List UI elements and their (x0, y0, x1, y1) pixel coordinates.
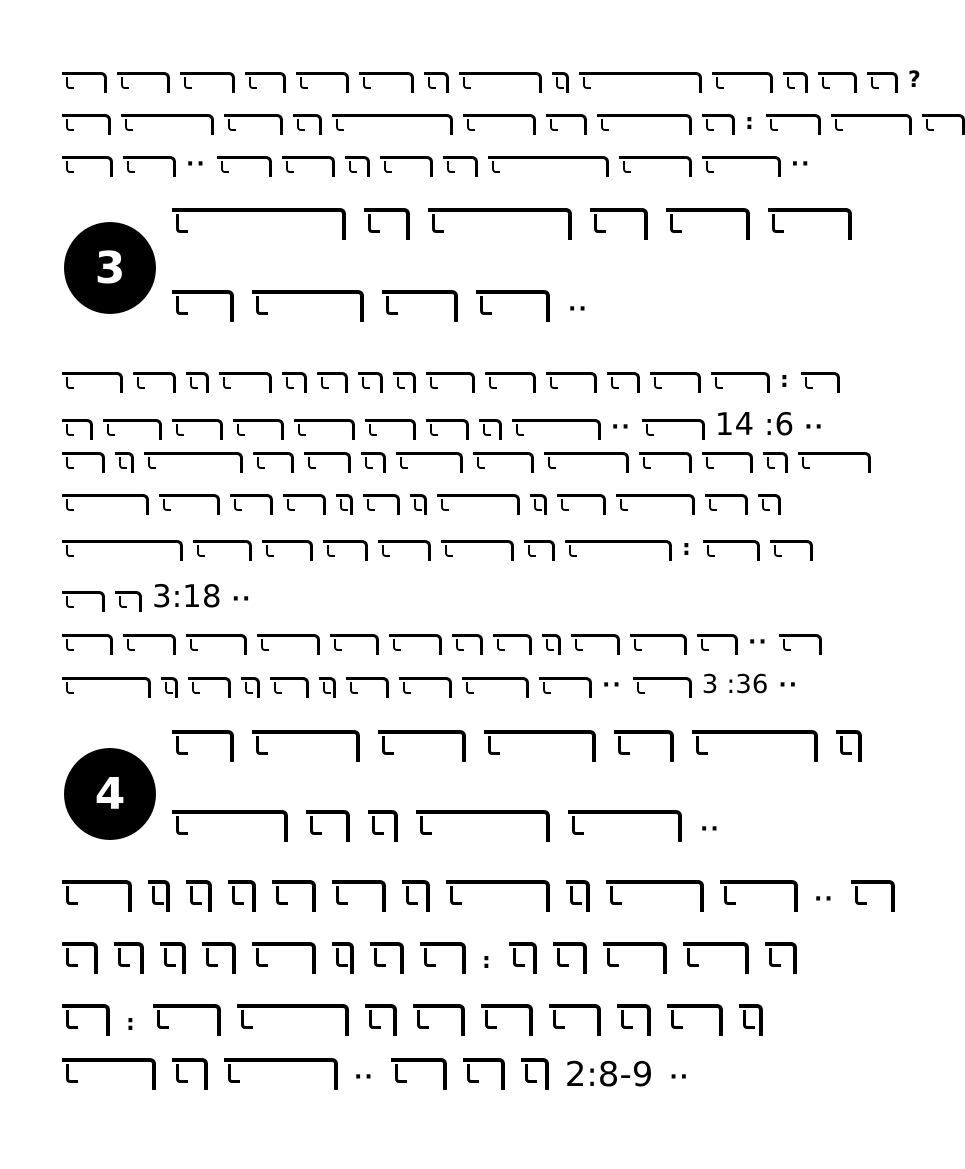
double-dot-mark: ·· (790, 152, 812, 177)
script-word (133, 372, 176, 393)
script-word (420, 942, 466, 974)
script-word (779, 634, 822, 655)
script-word (186, 372, 209, 393)
text-line (62, 368, 840, 393)
script-word (410, 494, 427, 515)
script-word (114, 942, 144, 974)
script-word (172, 419, 223, 440)
script-word (358, 372, 383, 393)
script-word (172, 208, 346, 240)
script-word (437, 494, 520, 515)
script-word (702, 452, 753, 473)
double-dot-mark: ·· (778, 673, 800, 698)
script-word (62, 156, 113, 177)
script-word (424, 72, 449, 93)
double-dot-mark: ·· (354, 1065, 375, 1090)
script-word (270, 677, 309, 698)
script-word (365, 419, 416, 440)
script-word (416, 810, 550, 842)
double-dot-mark: ·· (231, 587, 253, 612)
script-word (361, 452, 386, 473)
script-word (161, 677, 178, 698)
script-word (336, 494, 353, 515)
script-word (426, 419, 469, 440)
script-word (568, 810, 682, 842)
script-word (180, 72, 235, 93)
script-word (557, 494, 606, 515)
script-word (566, 880, 590, 912)
script-word (62, 419, 93, 440)
script-word (62, 452, 105, 473)
script-word (443, 156, 478, 177)
script-word (549, 1004, 601, 1036)
script-word (765, 942, 797, 974)
script-word (317, 372, 348, 393)
script-word (380, 156, 433, 177)
script-word (228, 880, 256, 912)
script-word (172, 290, 234, 322)
script-word (123, 156, 176, 177)
script-word (546, 114, 587, 135)
text-line (62, 1055, 691, 1095)
script-word (650, 372, 701, 393)
colon-mark: : (745, 110, 756, 135)
script-word (463, 1058, 505, 1090)
question-mark: ? (908, 68, 923, 93)
text-line (62, 494, 781, 515)
double-dot-mark: ·· (700, 817, 721, 842)
script-word (363, 494, 400, 515)
script-word (705, 494, 748, 515)
script-word (614, 730, 674, 762)
script-word (798, 452, 871, 473)
script-word (867, 72, 898, 93)
script-word (485, 372, 536, 393)
script-word (378, 730, 466, 762)
script-word (763, 452, 788, 473)
script-word (484, 730, 596, 762)
script-word (332, 114, 453, 135)
script-word (117, 72, 170, 93)
script-word (606, 880, 704, 912)
script-word (252, 730, 360, 762)
double-dot-mark: ·· (748, 630, 769, 655)
text-line (62, 880, 895, 912)
script-word (389, 634, 442, 655)
script-word (272, 880, 316, 912)
script-word (619, 156, 692, 177)
script-word (783, 72, 808, 93)
script-word (479, 419, 502, 440)
script-word (758, 494, 781, 515)
script-word (370, 942, 404, 974)
script-word (590, 208, 648, 240)
text-line (62, 1004, 763, 1036)
section-number-badge-4: 4 (64, 748, 156, 840)
script-word (488, 156, 609, 177)
script-word (62, 591, 105, 612)
script-word (702, 114, 735, 135)
text-line (62, 110, 965, 135)
scripture-reference: 3:18 (152, 579, 222, 615)
script-word (459, 72, 542, 93)
script-word (642, 419, 705, 440)
script-word (396, 452, 463, 473)
script-word (922, 114, 965, 135)
script-word (224, 114, 283, 135)
script-word (332, 880, 386, 912)
script-word (153, 1004, 221, 1036)
script-word (697, 634, 738, 655)
script-word (639, 452, 692, 473)
section-number-badge-3: 3 (64, 222, 156, 314)
script-word (667, 1004, 723, 1036)
script-word (617, 1004, 651, 1036)
scripture-reference: 3 :36 (701, 670, 769, 700)
script-word (252, 942, 316, 974)
section-heading-line (172, 208, 852, 240)
script-word (851, 880, 895, 912)
script-word (542, 634, 561, 655)
script-word (186, 634, 247, 655)
script-word (282, 372, 307, 393)
script-word (481, 1004, 533, 1036)
script-word (224, 1058, 338, 1090)
script-word (378, 540, 431, 561)
script-word (768, 208, 852, 240)
double-dot-mark: ·· (804, 415, 825, 440)
script-word (462, 677, 529, 698)
scripture-reference: 14 :6 (714, 407, 795, 443)
script-word (323, 540, 368, 561)
script-word (703, 540, 760, 561)
script-word (739, 1004, 763, 1036)
script-word (463, 114, 536, 135)
script-word (616, 494, 695, 515)
script-word (364, 208, 410, 240)
script-word (233, 419, 284, 440)
script-word (770, 540, 813, 561)
script-word (683, 942, 749, 974)
script-word (330, 634, 379, 655)
script-word (62, 540, 183, 561)
script-word (633, 677, 692, 698)
script-word (711, 372, 770, 393)
colon-mark: : (126, 1011, 137, 1036)
script-word (253, 452, 294, 473)
script-word (186, 880, 212, 912)
script-word (720, 880, 798, 912)
script-word (836, 730, 862, 762)
script-word (512, 419, 601, 440)
script-word (230, 494, 273, 515)
script-word (603, 942, 667, 974)
section-heading-line (172, 290, 589, 322)
text-line (62, 407, 825, 443)
script-word (831, 114, 912, 135)
script-word (521, 1058, 549, 1090)
section-heading-line (172, 730, 862, 762)
script-word (630, 634, 687, 655)
text-line (62, 152, 811, 177)
script-word (62, 494, 149, 515)
script-word (172, 730, 234, 762)
script-word (202, 942, 236, 974)
script-word (402, 880, 430, 912)
script-word (115, 591, 142, 612)
script-word (766, 114, 821, 135)
script-word (62, 72, 107, 93)
script-word (493, 634, 532, 655)
script-word (546, 372, 597, 393)
double-dot-mark: ·· (611, 415, 632, 440)
script-word (245, 72, 286, 93)
script-word (217, 156, 272, 177)
script-word (306, 810, 350, 842)
script-word (368, 810, 398, 842)
script-word (571, 634, 620, 655)
text-line (62, 536, 813, 561)
script-word (159, 494, 220, 515)
script-word (283, 494, 326, 515)
script-word (62, 372, 123, 393)
colon-mark: : (482, 949, 493, 974)
section-heading-line (172, 810, 721, 842)
script-word (692, 730, 818, 762)
script-word (393, 372, 416, 393)
script-word (530, 494, 547, 515)
text-line (62, 942, 797, 974)
script-word (172, 810, 288, 842)
scripture-reference: 2:8-9 (564, 1055, 654, 1095)
script-word (346, 677, 389, 698)
script-word (123, 634, 176, 655)
double-dot-mark: ·· (602, 673, 623, 698)
script-word (607, 372, 640, 393)
script-word (103, 419, 162, 440)
text-line (62, 672, 799, 698)
script-word (391, 1058, 447, 1090)
script-word (237, 1004, 349, 1036)
script-word (666, 208, 750, 240)
script-word (148, 880, 170, 912)
script-word (282, 156, 335, 177)
script-word (509, 942, 537, 974)
script-word (426, 372, 475, 393)
script-word (62, 942, 98, 974)
script-word (188, 677, 231, 698)
script-word (241, 677, 260, 698)
double-dot-mark: ·· (568, 297, 589, 322)
script-word (296, 72, 349, 93)
text-line (62, 630, 822, 655)
script-word (818, 72, 857, 93)
script-word (579, 72, 702, 93)
script-word (553, 942, 587, 974)
double-dot-mark: ·· (186, 152, 207, 177)
script-word (62, 1004, 110, 1036)
script-word (62, 634, 113, 655)
script-word (121, 114, 214, 135)
script-word (62, 880, 132, 912)
script-word (62, 677, 151, 698)
script-word (544, 452, 629, 473)
script-word (304, 452, 351, 473)
script-word (172, 1058, 208, 1090)
script-word (293, 114, 322, 135)
script-word (62, 1058, 156, 1090)
script-word (565, 540, 672, 561)
script-word (62, 114, 111, 135)
script-word (294, 419, 355, 440)
script-word (193, 540, 252, 561)
script-word (219, 372, 272, 393)
script-word (257, 634, 320, 655)
script-word (365, 1004, 397, 1036)
double-dot-mark: ·· (669, 1065, 691, 1090)
script-word (115, 452, 134, 473)
script-word (552, 72, 569, 93)
script-word (801, 372, 840, 393)
script-word (382, 290, 458, 322)
script-word (441, 540, 514, 561)
text-line (62, 579, 253, 615)
script-word (160, 942, 186, 974)
script-word (332, 942, 354, 974)
script-word (597, 114, 692, 135)
script-word (712, 72, 773, 93)
script-word (399, 677, 452, 698)
script-word (524, 540, 555, 561)
script-word (428, 208, 572, 240)
script-word (144, 452, 243, 473)
colon-mark: : (780, 368, 791, 393)
double-dot-mark: ·· (814, 887, 835, 912)
colon-mark: : (682, 536, 693, 561)
script-word (345, 156, 370, 177)
script-word (413, 1004, 465, 1036)
text-line (62, 452, 871, 473)
script-word (252, 290, 364, 322)
script-word (359, 72, 414, 93)
script-word (702, 156, 781, 177)
script-word (262, 540, 313, 561)
script-word (452, 634, 483, 655)
script-word (539, 677, 592, 698)
script-word (319, 677, 336, 698)
text-line (62, 68, 923, 93)
script-word (446, 880, 550, 912)
script-word (473, 452, 534, 473)
script-word (476, 290, 550, 322)
